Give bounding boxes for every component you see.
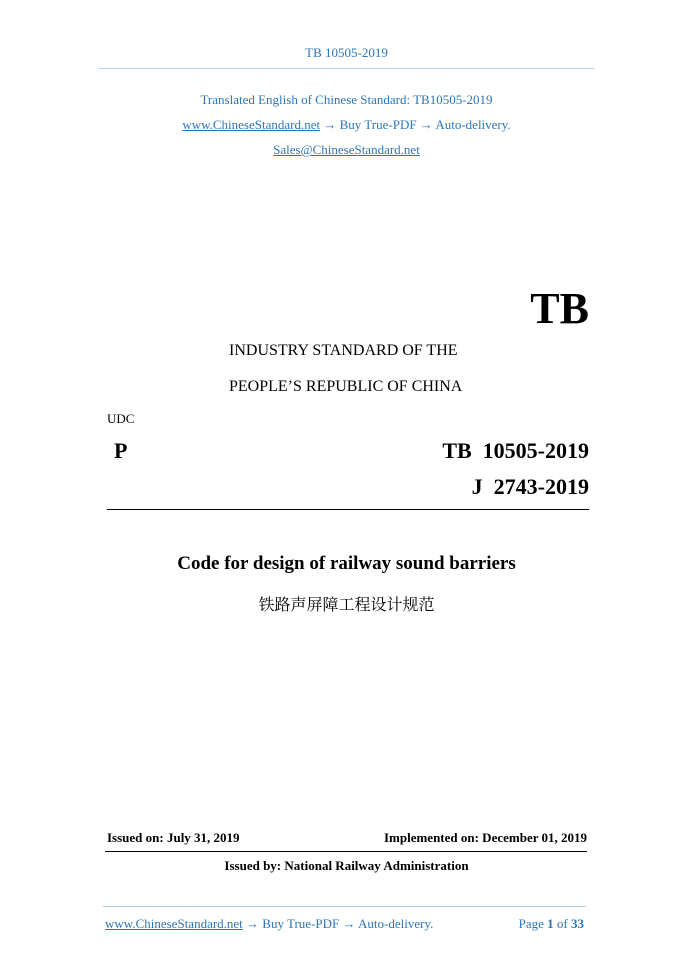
- issued-by: Issued by: National Railway Administration: [224, 858, 469, 873]
- page-label: Page: [518, 916, 544, 931]
- udc-label: UDC: [107, 411, 135, 426]
- tb-logo: TB: [530, 284, 589, 333]
- page-indicator: [519, 916, 584, 932]
- standard-number: TB 10505-2019: [442, 438, 589, 463]
- header-divider: [98, 68, 595, 69]
- implemented-on: Implemented on: December 01, 2019: [383, 830, 587, 845]
- promo-text: → Buy True-PDF → Auto-delivery.: [320, 117, 511, 132]
- translated-notice: Translated English of Chinese Standard: TB10505-2019: [200, 92, 493, 107]
- email-line: [0, 142, 693, 158]
- issued-on: Issued on: July 31, 2019: [107, 830, 240, 845]
- promo-line: [0, 117, 693, 133]
- industry-line-2: PEOPLE’S REPUBLIC OF CHINA: [229, 378, 463, 395]
- header-doc-id: TB 10505-2019: [305, 45, 388, 60]
- footer-divider: [103, 906, 586, 907]
- title-cn: 铁路声屏障工程设计规范: [258, 595, 435, 614]
- category-code: P: [114, 438, 128, 463]
- site-link[interactable]: www.ChineseStandard.net: [182, 117, 321, 132]
- industry-line-1: INDUSTRY STANDARD OF THE: [229, 342, 458, 359]
- page-total: 33: [571, 916, 584, 931]
- footer-promo: [105, 916, 433, 932]
- email-link[interactable]: Sales@ChineseStandard.net: [273, 142, 420, 157]
- of-label: of: [556, 916, 568, 931]
- issue-divider: [105, 851, 587, 852]
- footer-site-link[interactable]: www.ChineseStandard.net: [105, 916, 243, 931]
- page-current: 1: [547, 916, 554, 931]
- record-number: J 2743-2019: [471, 474, 589, 499]
- footer-promo-text: → Buy True-PDF → Auto-delivery.: [242, 916, 434, 931]
- title-en: Code for design of railway sound barriers: [177, 553, 516, 574]
- title-divider: [107, 509, 589, 510]
